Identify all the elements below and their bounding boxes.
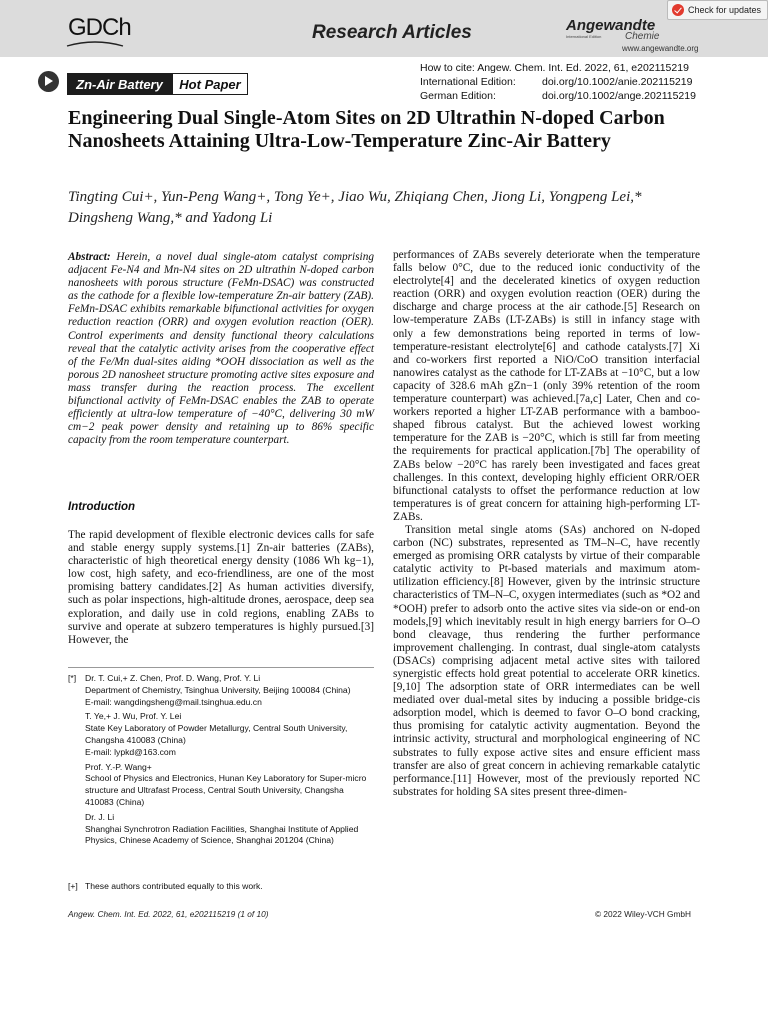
angewandte-logo: Angewandte: [566, 17, 656, 34]
abstract-label: Abstract:: [68, 251, 111, 263]
body-paragraph: performances of ZABs severely deteriorate when the temperature falls below 0°C, due to the reduced ionic conductivity of the electrolyte[4] and the decelerated kinetics of oxygen reduction reaction (ORR) and oxygen evolution reaction (OER) during the discharge and charge process at the air cathode.[5] Research on low-temperature ZABs (LT-ZABs) is still in infancy stage with only a few demonstrations being reported in terms of low-temperature-resistant electrolyte[6] and cathode catalysts.[7] Xi and co-workers first reported a NiO/CoO transition interfacial nanowires catalyst as the cathode for LT-ZABs at −10°C, but a low capacity of 328.6 mAh gZn−1 (only 39% retention of the room temperature counterpart) was achieved.[7a,c] Later, Chen and co-workers reported a higher LT-ZAB performance with a bamboo-shaped fibrous catalyst. But the achieved lowest working temperature for the ZAB is −20°C, which is still far from meeting the requirements for practical application.[7b] The operability of ZABs below −20°C has rarely been investigated and faces great challenges. In this context, developing highly efficient ORR/OER bifunctional catalysts to offset the performance reduction at low temperatures is of great concern for attaining high-performing LT-ZABs.: [393, 249, 700, 523]
check-updates-label: Check for updates: [688, 5, 762, 15]
german-edition-line: [420, 90, 696, 102]
intl-edition-label: International Edition:: [420, 76, 516, 88]
gdch-logo: GDCh: [68, 14, 131, 41]
page-footer-citation: Angew. Chem. Int. Ed. 2022, 61, e202115219 (1 of 10): [68, 909, 269, 919]
introduction-body: [68, 529, 374, 647]
footnote-divider: [68, 667, 374, 668]
intro-paragraph: The rapid development of flexible electronic devices calls for safe and stable energy supply systems.[1] Zn-air batteries (ZABs), characteristic of high theoretical energy density (1086 Wh kg−1), low cost, high safety, and eco-friendliness, are one of the most promising battery candidates.[2] As human activities diversify, such as polar inspections, high-altitude drones, aerospace, deep sea exploration, and daily use in cold regions, enabling ZABs to survive and operate at subzero temperatures is highly pursued.[3] However, the: [68, 529, 374, 646]
equal-contribution-text: These authors contributed equally to this work.: [85, 881, 263, 891]
journal-url: www.angewandte.org: [622, 44, 699, 53]
article-title: Engineering Dual Single-Atom Sites on 2D Ultrathin N-doped Carbon Nanosheets Attaining Ultra-Low-Temperature Zinc-Air Battery: [68, 107, 665, 152]
topic-tag: Zn-Air Battery: [67, 73, 172, 95]
footnote-marker: [*]: [68, 673, 77, 683]
body-paragraph: Transition metal single atoms (SAs) anchored on N-doped carbon (NC) substrates, represented as TM–N–C, have recently emerged as promising ORR catalysts by virtue of their comparable catalytic activity to Pt-based materials and maximum atom-utilization efficiency.[8] However, given by the intrinsic structure characteristics of TM–N–C, oxygen intermediates (such as *O2 and *OOH) prefer to adsorb onto the active sites via side-on or end-on models,[9] which inevitably result in high energy barriers for O–O bond cleavage, thus rendering the further performance improvement challenging. In contrast, dual single-atom catalysts (DSACs) comprising adjacent metal active sites with tailored synergistic effects hold great potential to accelerate ORR kinetics.[9,10] The adsorption state of ORR intermediates can be well mediated over dual-metal sites by inducing a possible bridge-cis adsorption model, which is deemed to favor O–O bond cracking, thus promising for catalytic activity augmentation. Beyond the intrinsic activity, structural and morphological engineering of NC substrates to fully expose active sites and ensure efficient mass transfer are also of great concern in achieving remarkable catalytic performance.[11] However, most of the previously reported NC substrates for holding SA sites present three-dimen-: [393, 523, 700, 798]
footnote-marker-plus: [+]: [68, 881, 78, 891]
intl-edition-line: [420, 76, 693, 88]
abstract: [68, 251, 374, 447]
affil1-address: Department of Chemistry, Tsinghua University, Beijing 100084 (China): [85, 684, 351, 695]
affil1-names: Dr. T. Cui,+ Z. Chen, Prof. D. Wang, Prof. Y. Li: [85, 673, 261, 683]
page-footer-copyright: © 2022 Wiley-VCH GmbH: [595, 909, 692, 919]
affil3-names: Prof. Y.-P. Wang+: [85, 761, 152, 772]
affil2-email[interactable]: E-mail: lypkd@163.com: [85, 746, 176, 757]
intl-doi-link[interactable]: doi.org/10.1002/anie.202115219: [542, 76, 693, 88]
check-updates-icon: [672, 4, 684, 16]
check-for-updates-button[interactable]: [667, 0, 768, 20]
affiliation-footnote: [68, 673, 374, 847]
gdch-swoosh-icon: [66, 40, 124, 48]
affil2-address: State Key Laboratory of Powder Metallurgy, Central South University, Changsha 410083 (China): [85, 723, 348, 745]
equal-contribution-footnote: [68, 881, 374, 893]
affil1-email[interactable]: E-mail: wangdingsheng@mail.tsinghua.edu.cn: [85, 696, 262, 707]
affil4-address: Shanghai Synchrotron Radiation Facilities, Shanghai Institute of Applied Physics, Chinese Academy of Science, Shanghai 201204 (China): [85, 823, 359, 846]
affil4-names: Dr. J. Li: [85, 811, 115, 822]
hot-paper-tag: Hot Paper: [172, 73, 248, 95]
angewandte-logo-sub: International Edition: [566, 34, 602, 39]
affil2-names: T. Ye,+ J. Wu, Prof. Y. Lei: [85, 711, 182, 722]
play-circle-icon: [38, 71, 59, 92]
affil3-address: School of Physics and Electronics, Hunan Key Laboratory for Super-micro structure and Ultrafast Process, Central South University, Changsha 410083 (China): [85, 773, 367, 807]
section-label: Research Articles: [312, 22, 472, 43]
german-edition-label: German Edition:: [420, 90, 496, 102]
introduction-heading: Introduction: [68, 501, 136, 513]
abstract-text: Herein, a novel dual single-atom catalyst comprising adjacent Fe-N4 and Mn-N4 sites on 2D ultrathin N-doped carbon nanosheets with porous structure (FeMn-DSAC) was constructed as the cathode for a flexible low-temperature Zn-air battery (ZAB). FeMn-DSAC exhibits remarkable bifunctional activities for oxygen reduction reaction (ORR) and oxygen evolution reaction (OER). Control experiments and density functional theory calculations reveal that the catalytic activity arises from the cooperative effect of the Fe/Mn dual-sites aiding *OOH dissociation as well as the porous 2D nanosheet structure promoting active sites exposure and mass transfer during the reaction process. The excellent bifunctional activity of FeMn-DSAC enables the ZAB to operate efficiently at ultra-low temperature of −40°C, delivering 30 mW cm−2 peak power density and retaining up to 86% specific capacity from the room temperature counterpart.: [68, 251, 374, 447]
how-to-cite: How to cite: Angew. Chem. Int. Ed. 2022, 61, e202115219: [420, 62, 689, 74]
body-right-column: [393, 249, 700, 799]
author-list: Tingting Cui+, Yun-Peng Wang+, Tong Ye+, Jiao Wu, Zhiqiang Chen, Jiong Li, Yongpeng Lei,* Dingsheng Wang,* and Yadong Li: [68, 189, 642, 226]
angewandte-chemie: Chemie: [625, 31, 660, 42]
german-doi-link[interactable]: doi.org/10.1002/ange.202115219: [542, 90, 696, 102]
